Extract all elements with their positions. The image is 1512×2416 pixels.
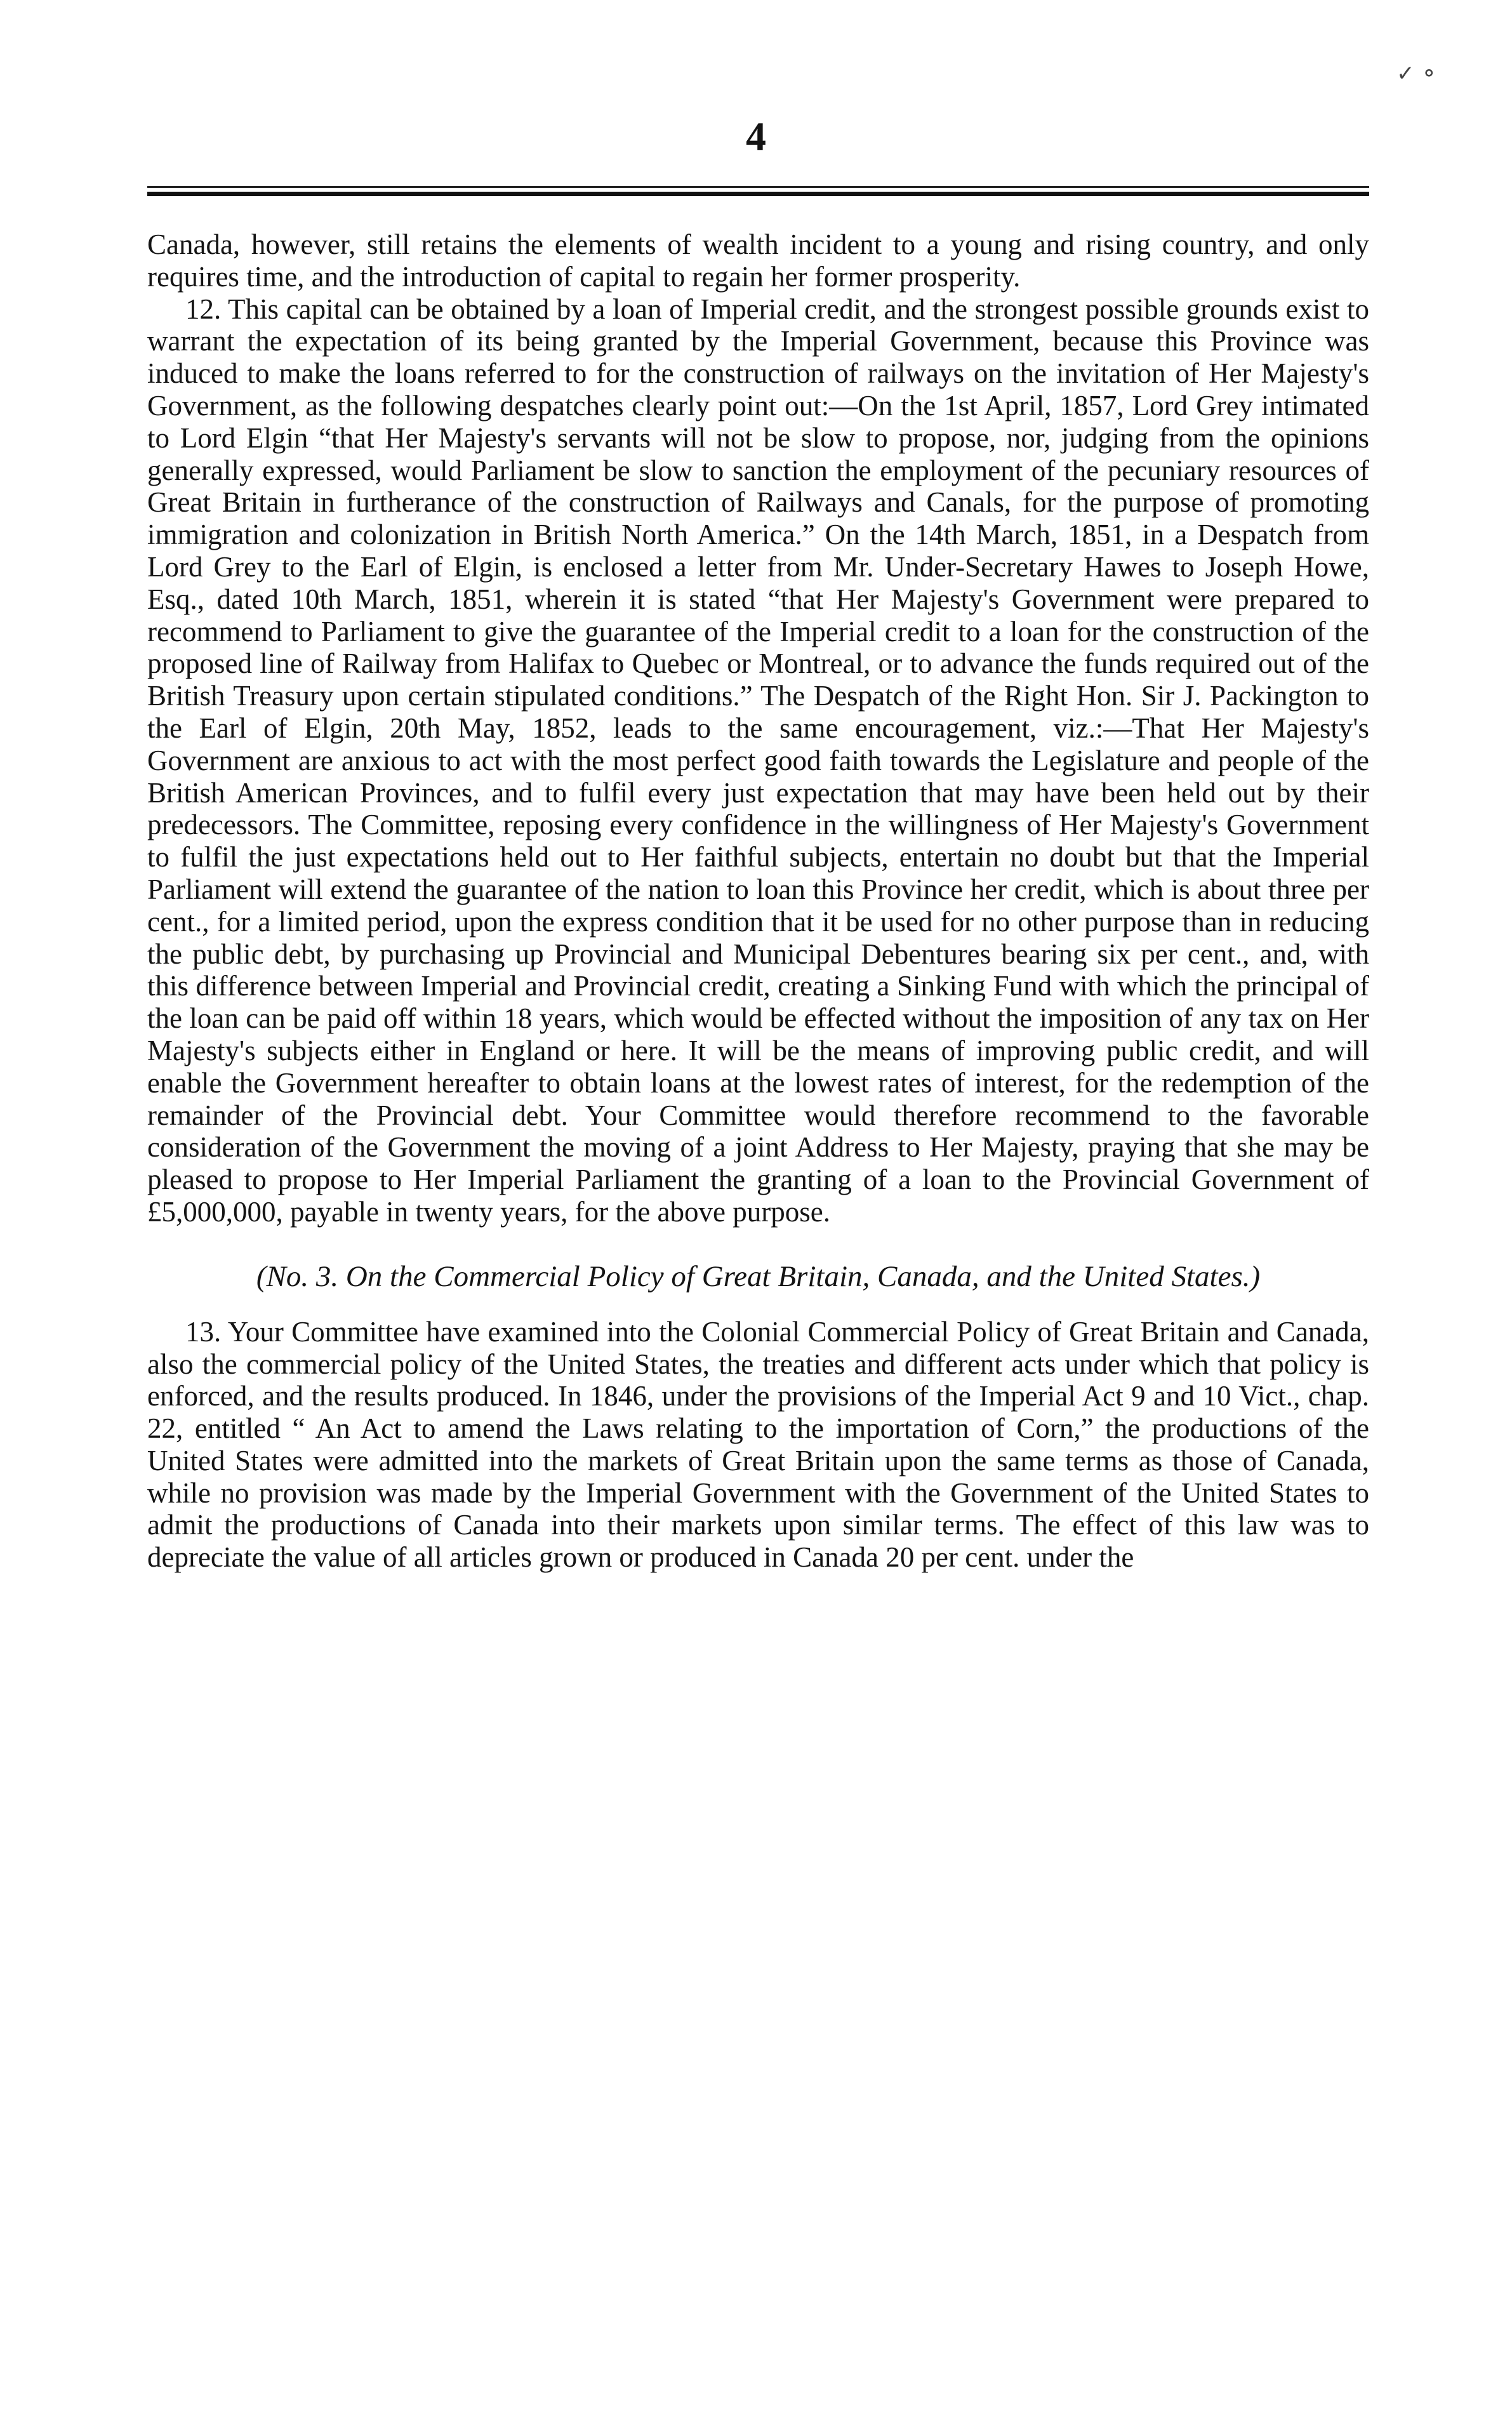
page-number: 4 — [746, 114, 766, 159]
section-heading-no3: (No. 3. On the Commercial Policy of Great Britain, Canada, and the United States.) — [256, 1259, 1261, 1293]
paragraph-13: 13. Your Committee have examined into the Colonial Commercial Policy of Great Britain and Canada, also the commercial policy of the United States, the treaties and different acts under which that policy is enforced, and the results produced. In 1846, under the provisions of the Imperial Act 9 and 10 Vict., chap. 22, entitled “ An Act to amend the Laws relating to the importation of Corn,” the productions of the United States were admitted into the markets of Great Britain upon the same terms as those of Canada, while no provision was made by the Imperial Government with the Government of the United States to admit the productions of Canada into their markets upon similar terms. The effect of this law was to depreciate the value of all articles grown or produced in Canada 20 per cent. under the — [147, 1315, 1369, 1574]
header-rule-thick — [147, 192, 1369, 196]
paragraph-continuation: Canada, however, still retains the elements of wealth incident to a young and rising country, and only requires time, and the introduction of capital to regain her former prosperity. — [147, 229, 1369, 293]
header-rule-thin — [147, 186, 1369, 188]
page-body — [147, 229, 1369, 1574]
paragraph-12: 12. This capital can be obtained by a loan of Imperial credit, and the strongest possible grounds exist to warrant the expectation of its being granted by the Imperial Government, because this Province was induced to make the loans referred to for the construction of railways on the invitation of Her Majesty's Government, as the following despatches clearly point out:—On the 1st April, 1857, Lord Grey intimated to Lord Elgin “that Her Majesty's servants will not be slow to propose, nor, judging from the opinions generally expressed, would Parliament be slow to sanction the employment of the pecuniary resources of Great Britain in furtherance of the construction of Railways and Canals, for the purpose of promoting immigration and colonization in British North America.” On the 14th March, 1851, in a Despatch from Lord Grey to the Earl of Elgin, is enclosed a letter from Mr. Under-Secretary Hawes to Joseph Howe, Esq., dated 10th March, 1851, wherein it is stated “that Her Majesty's Government were prepared to recommend to Parliament to give the guarantee of the Imperial credit to a loan for the construction of the proposed line of Railway from Halifax to Quebec or Montreal, or to advance the funds required out of the British Treasury upon certain stipulated conditions.” The Despatch of the Right Hon. Sir J. Packington to the Earl of Elgin, 20th May, 1852, leads to the same encouragement, viz.:—That Her Majesty's Government are anxious to act with the most perfect good faith towards the Legislature and people of the British American Provinces, and to fulfil every just expectation that may have been held out by their predecessors. The Committee, reposing every confidence in the willingness of Her Majesty's Government to fulfil the just expectations held out to Her faithful subjects, entertain no doubt but that the Imperial Parliament will extend the guarantee of the nation to loan this Province her credit, which is about three per cent., for a limited period, upon the express condition that it be used for no other purpose than in reducing the public debt, by purchasing up Provincial and Municipal Debentures bearing six per cent., and, with this difference between Imperial and Provincial credit, creating a Sinking Fund with which the principal of the loan can be paid off within 18 years, which would be effected without the imposition of any tax on Her Majesty's subjects either in England or here. It will be the means of improving public credit, and will enable the Government hereafter to obtain loans at the lowest rates of interest, for the redemption of the remainder of the Provincial debt. Your Committee would therefore recommend to the favorable consideration of the Government the moving of a joint Address to Her Majesty, praying that she may be pleased to propose to Her Imperial Parliament the granting of a loan to the Provincial Government of £5,000,000, payable in twenty years, for the above purpose. — [147, 293, 1369, 1228]
corner-pencil-mark: ✓ ⚬ — [1396, 62, 1438, 86]
